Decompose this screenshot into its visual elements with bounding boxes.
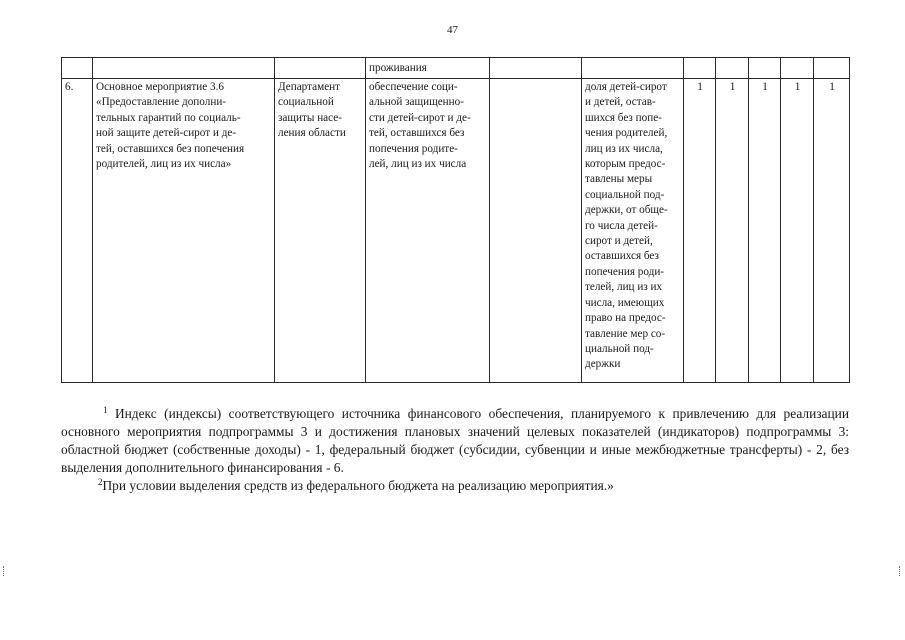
program-table — [61, 57, 850, 383]
cell-text-line: Департамент — [278, 81, 341, 93]
cell-text-line: социальной под- — [585, 188, 665, 201]
table-cell — [490, 58, 582, 79]
scan-margin-mark — [899, 566, 902, 576]
scan-margin-mark — [3, 566, 6, 576]
cell-text-line: ной защите детей-сирот и де- — [96, 127, 237, 140]
cell-text-line: социальной — [278, 96, 334, 109]
executor-cell — [275, 79, 366, 383]
cell-text-line: которым предос- — [585, 158, 666, 171]
cell-text-line: лиц из их числа, — [585, 142, 663, 155]
cell-text-line: тей, оставшихся без попечения — [96, 142, 245, 155]
cell-text-line: Основное мероприятие 3.6 — [96, 81, 224, 93]
cell-text-line: держки, от обще- — [585, 204, 668, 217]
cell-text-line: числа, имеющих — [585, 296, 665, 309]
table-row — [62, 79, 850, 383]
value-cell: 1 — [716, 79, 749, 383]
table-cell — [781, 58, 814, 79]
cell-text-line: защиты насе- — [278, 111, 342, 124]
footnote-mark: 2 — [98, 477, 103, 487]
footnotes — [61, 405, 849, 495]
cell-text-line: право на предос- — [585, 312, 666, 325]
cell-text-line: и детей, остав- — [585, 96, 656, 109]
table-row — [62, 58, 850, 79]
cell-text-line: обеспечение соци- — [369, 81, 458, 93]
table-cell — [684, 58, 716, 79]
table-cell: проживания — [366, 58, 490, 79]
page-number: 47 — [447, 24, 458, 36]
cell-text-line: чения родителей, — [585, 127, 668, 140]
cell-text-line: тельных гарантий по социаль- — [96, 111, 241, 124]
table-cell — [93, 58, 275, 79]
cell-text-line: телей, лиц из их — [585, 281, 663, 294]
row-number-cell: 6. — [62, 79, 93, 383]
cell-text-line: го числа детей- — [585, 219, 658, 232]
event-name-cell — [93, 79, 275, 383]
cell-text-line: держки — [585, 358, 621, 371]
cell-text-line: оставшихся без — [585, 250, 659, 263]
footnote-text: Индекс (индексы) соответствующего источника финансового обеспечения, планируемого к привлечению для реализации основного мероприятия подпрограммы 3 и достижения плановых значений целевых показателей (индикаторов) подпрограммы 3: областной бюджет (собственные доходы) - 1, федеральный бюджет (субсидии, субвенции и иные межбюджетные трансферты) - 2, без выделения дополнительного финансирования - 6. — [61, 406, 849, 475]
table-cell — [490, 79, 582, 383]
value-cell: 1 — [814, 79, 850, 383]
cell-text-line: тей, оставшихся без — [369, 127, 465, 140]
cell-text-line: доля детей-сирот — [585, 81, 667, 93]
table-cell — [62, 58, 93, 79]
cell-text-line: лей, лиц из их числа — [369, 158, 467, 171]
cell-text-line: сти детей-сирот и де- — [369, 111, 471, 124]
cell-text-line: «Предоставление дополни- — [96, 96, 227, 109]
value-cell: 1 — [749, 79, 781, 383]
table-cell — [814, 58, 850, 79]
indicator-cell — [582, 79, 684, 383]
value-cell: 1 — [781, 79, 814, 383]
table-cell — [749, 58, 781, 79]
table-cell — [582, 58, 684, 79]
cell-text-line: сирот и детей, — [585, 235, 653, 248]
table-cell — [716, 58, 749, 79]
value-cell: 1 — [684, 79, 716, 383]
cell-text-line: попечения роди- — [585, 265, 665, 278]
cell-text-line: шихся без попе- — [585, 111, 662, 124]
cell-text-line: тавление мер со- — [585, 327, 666, 340]
cell-text-line: циальной под- — [585, 342, 654, 355]
table-cell — [275, 58, 366, 79]
expected-result-cell — [366, 79, 490, 383]
cell-text-line: попечения родите- — [369, 142, 458, 155]
cell-text-line: ления области — [278, 127, 346, 140]
cell-text-line: тавлены меры — [585, 173, 653, 186]
footnote-2 — [61, 477, 849, 495]
footnote-1 — [61, 405, 849, 477]
cell-text-line: родителей, лиц из их числа» — [96, 158, 232, 171]
cell-text-line: альной защищенно- — [369, 96, 464, 109]
footnote-text: При условии выделения средств из федерального бюджета на реализацию мероприятия.» — [102, 478, 614, 493]
footnote-mark: 1 — [103, 405, 108, 415]
